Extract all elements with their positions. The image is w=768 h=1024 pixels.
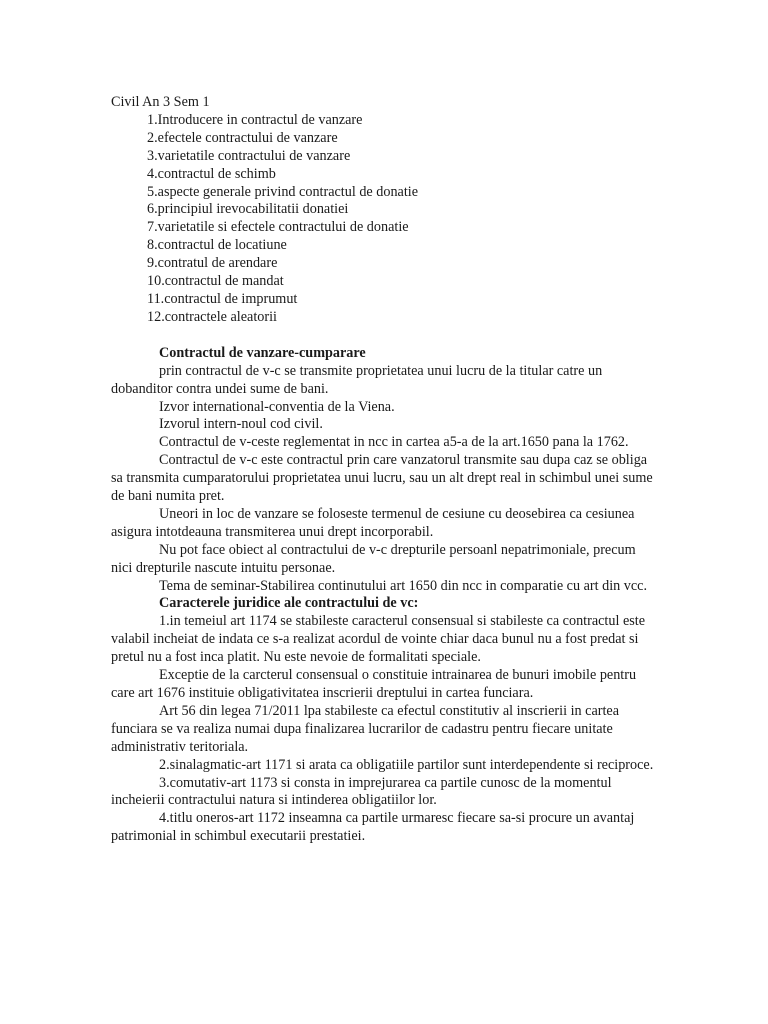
toc-item: 11.contractul de imprumut (147, 290, 298, 307)
document-page (111, 94, 656, 846)
table-of-contents (111, 112, 656, 327)
paragraph: Tema de seminar-Stabilirea continutului art 1650 din ncc in comparatie cu art din vcc. (159, 577, 648, 594)
section-heading: Contractul de vanzare-cumparare (159, 344, 366, 361)
toc-item: 4.contractul de schimb (147, 165, 276, 182)
paragraph: Contractul de v-ceste reglementat in ncc in cartea a5-a de la art.1650 pana la 1762. (159, 434, 629, 451)
blank-line (111, 327, 656, 345)
section-heading: Caracterele juridice ale contractului de vc: (159, 595, 419, 612)
paragraph: prin contractul de v-c se transmite proprietatea unui lucru de la titular catre un dobanditor contra undei sume de bani. (111, 362, 603, 397)
paragraph: Art 56 din legea 71/2011 lpa stabileste ca efectul constitutiv al inscrierii in cartea funciara se va realiza numai dupa finalizarea lucrarilor de cadastru pentru fiecare unitate administrativ teritoriala. (111, 702, 620, 755)
toc-item: 12.contractele aleatorii (147, 308, 277, 325)
paragraph: Izvorul intern-noul cod civil. (159, 416, 323, 433)
paragraph: 2.sinalagmatic-art 1171 si arata ca obligatiile partilor sunt interdependente si reciproce. (159, 756, 654, 773)
toc-item: 8.contractul de locatiune (147, 237, 287, 254)
paragraph: 4.titlu oneros-art 1172 inseamna ca partile urmaresc fiecare sa-si procure un avantaj patrimonial in schimbul executarii prestatiei. (111, 810, 635, 845)
paragraph: Contractul de v-c este contractul prin care vanzatorul transmite sau dupa caz se obliga sa transmita cumparatorului proprietatea unui lucru, sau un alt drept real in schimbul unei sume de bani numita pret. (111, 452, 653, 505)
paragraph: Nu pot face obiect al contractului de v-c drepturile persoanl nepatrimoniale, precum nici drepturile nascute intuitu personae. (111, 541, 636, 576)
toc-item: 1.Introducere in contractul de vanzare (147, 111, 363, 128)
paragraph: 3.comutativ-art 1173 si consta in imprejurarea ca partile cunosc de la momentul incheierii contractului natura si intinderea obligatiilor lor. (111, 774, 612, 809)
toc-item: 7.varietatile si efectele contractului de donatie (147, 219, 409, 236)
paragraph: Uneori in loc de vanzare se foloseste termenul de cesiune cu deosebirea ca cesiunea asigura intotdeauna transmiterea unui drept incorporabil. (111, 505, 635, 540)
paragraph: Izvor international-conventia de la Viena. (159, 398, 395, 415)
toc-item: 10.contractul de mandat (147, 273, 284, 290)
paragraph: 1.in temeiul art 1174 se stabileste caracterul consensual si stabileste ca contractul este valabil incheiat de indata ce s-a realizat acordul de vointe chiar daca bunul nu a fost predat si pretul nu a fost inca platit. Nu este nevoie de formalitati speciale. (111, 613, 646, 666)
toc-item: 6.principiul irevocabilitatii donatiei (147, 201, 349, 218)
toc-item: 5.aspecte generale privind contractul de donatie (147, 183, 419, 200)
toc-item: 3.varietatile contractului de vanzare (147, 147, 351, 164)
document-title: Civil An 3 Sem 1 (111, 94, 210, 110)
paragraph: Exceptie de la carcterul consensual o constituie intrainarea de bunuri imobile pentru care art 1676 instituie obligativitatea inscrierii dreptului in cartea funciara. (111, 667, 637, 701)
toc-item: 9.contratul de arendare (147, 255, 278, 272)
toc-item: 2.efectele contractului de vanzare (147, 129, 338, 146)
